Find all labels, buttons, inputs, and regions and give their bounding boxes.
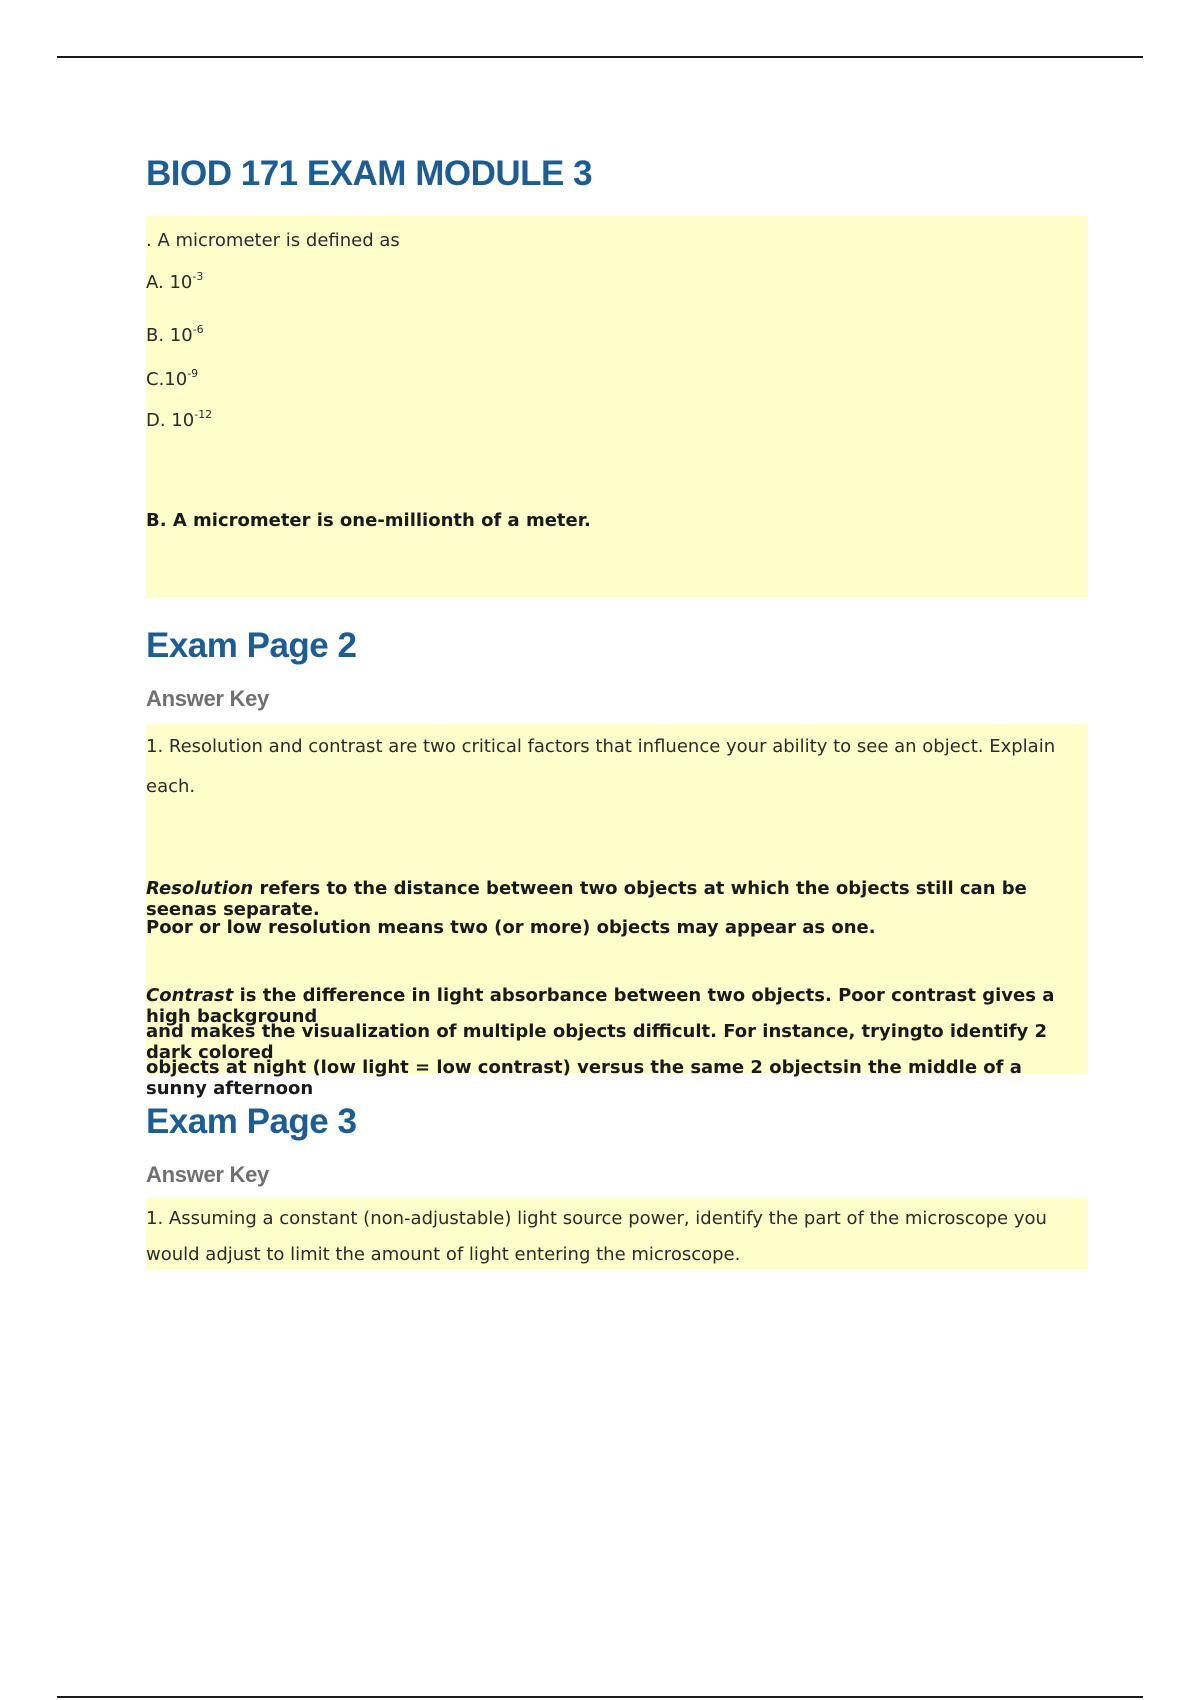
document-title: BIOD 171 EXAM MODULE 3 (146, 154, 593, 193)
option-c (146, 367, 1088, 390)
resolution-line-1 (146, 878, 1088, 920)
page-3-question-line-2: would adjust to limit the amount of light entering the microscope. (146, 1244, 741, 1265)
contrast-line-3: objects at night (low light = low contrast) versus the same 2 objectsin the middle of a sunny afternoon (146, 1057, 1022, 1099)
option-b-exponent: -6 (192, 323, 204, 336)
resolution-line-2: Poor or low resolution means two (or more) objects may appear as one. (146, 917, 876, 938)
option-d (146, 408, 1088, 431)
contrast-term: Contrast (146, 985, 234, 1006)
question-1-prompt: . A micrometer is defined as (146, 230, 400, 251)
page-2-question-box (146, 724, 1088, 1099)
option-c-base: C.10 (146, 369, 188, 390)
option-a-exponent: -3 (192, 270, 204, 283)
option-c-exponent: -9 (187, 367, 199, 380)
resolution-definition: refers to the distance between two objects at which the objects still can be seenas separate. (146, 878, 1027, 920)
question-1-answer: B. A micrometer is one-millionth of a meter. (146, 510, 591, 531)
option-a (146, 270, 1088, 293)
page-3-question-box (146, 1198, 1088, 1270)
page-2-question-line-2: each. (146, 776, 196, 797)
top-rule (57, 56, 1143, 58)
option-a-base: A. 10 (146, 272, 193, 293)
page-2-subheading: Answer Key (146, 686, 269, 711)
page-3-heading: Exam Page 3 (146, 1102, 357, 1141)
page-3-subheading: Answer Key (146, 1162, 269, 1187)
option-b (146, 323, 1088, 346)
resolution-term: Resolution (146, 878, 254, 899)
contrast-line-2: and makes the visualization of multiple objects difficult. For instance, tryingto identify 2 dark colored (146, 1021, 1048, 1063)
page-2-heading: Exam Page 2 (146, 626, 357, 665)
contrast-definition: is the difference in light absorbance between two objects. Poor contrast gives a high background (146, 985, 1055, 1027)
option-d-exponent: -12 (194, 408, 213, 421)
option-d-base: D. 10 (146, 410, 195, 431)
page-3-question-line-1: 1. Assuming a constant (non-adjustable) light source power, identify the part of the microscope you (146, 1208, 1047, 1229)
page-2-question-line-1: 1. Resolution and contrast are two critical factors that influence your ability to see an object. Explain (146, 736, 1056, 757)
bottom-rule (57, 1696, 1143, 1698)
question-1-box (146, 216, 1088, 598)
option-b-base: B. 10 (146, 325, 193, 346)
